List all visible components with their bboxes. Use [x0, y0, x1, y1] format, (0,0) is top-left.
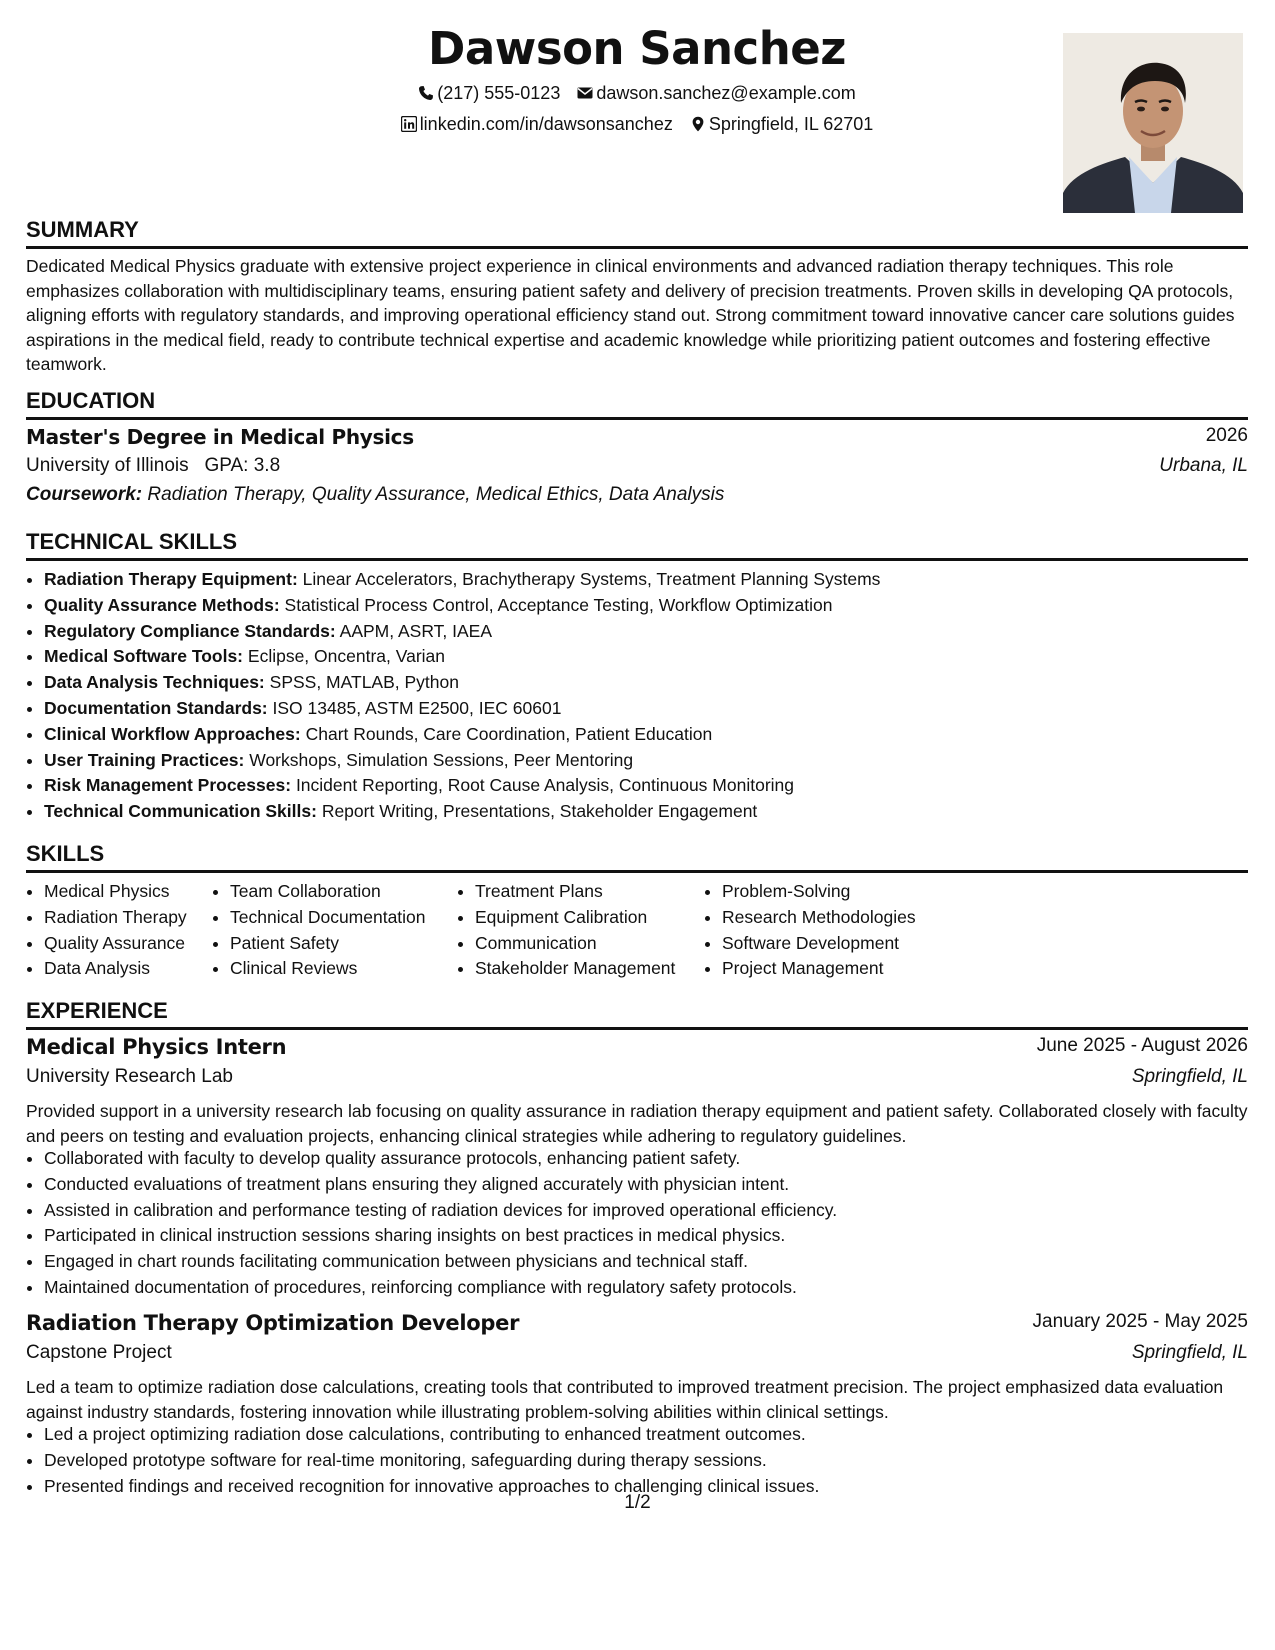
skill-label: User Training Practices: [44, 749, 245, 770]
profile-photo [1063, 33, 1243, 213]
list-item: • Maintained documentation of procedures, reinforcing compliance with regulatory safety protocols. [44, 1275, 1248, 1301]
skill-value: AAPM, ASRT, IAEA [339, 620, 493, 641]
list-item [44, 748, 1248, 774]
list-item [44, 593, 1248, 619]
list-item [44, 696, 1248, 722]
school-location: Urbana, IL [1159, 455, 1248, 476]
education-heading: EDUCATION [26, 387, 1248, 420]
skill-value: Eclipse, Oncentra, Varian [247, 646, 446, 667]
resume-header [26, 22, 1248, 222]
job-location: Springfield, IL [1131, 1066, 1248, 1087]
skill-value: Linear Accelerators, Brachytherapy Systems, Treatment Planning Systems [302, 569, 881, 589]
contact-email[interactable] [577, 81, 855, 105]
skill-value: Statistical Process Control, Acceptance Testing, Workflow Optimization [284, 594, 833, 615]
skill-label: Regulatory Compliance Standards: [44, 620, 336, 641]
job-1-bullets [26, 1146, 1248, 1301]
job-2-org-row [26, 1342, 1248, 1370]
linkedin-text: linkedin.com/in/dawsonsanchez [419, 114, 673, 134]
contact-linkedin[interactable] [401, 112, 673, 136]
page-number: 1/2 [624, 1492, 651, 1513]
contact-phone[interactable] [418, 81, 560, 105]
location-text: Springfield, IL 62701 [708, 114, 874, 134]
list-item: • Assisted in calibration and performance testing of radiation devices for improved operational efficiency. [44, 1198, 1248, 1224]
list-item [44, 567, 1248, 593]
phone-text: (217) 555-0123 [437, 83, 561, 103]
resume-page [26, 0, 1248, 1650]
job-location: Springfield, IL [1131, 1342, 1248, 1363]
graduation-year: 2026 [1205, 425, 1248, 446]
skill-value: Workshops, Simulation Sessions, Peer Mentoring [249, 749, 634, 770]
list-item: • Software Development [722, 931, 916, 957]
skill-value: SPSS, MATLAB, Python [269, 672, 459, 693]
list-item: • Project Management [722, 956, 916, 982]
school-line [26, 455, 280, 477]
degree-name: Master's Degree in Medical Physics [26, 425, 414, 449]
coursework-line [26, 484, 724, 506]
list-item: • Equipment Calibration [475, 905, 675, 931]
list-item: • Research Methodologies [722, 905, 916, 931]
list-item [44, 644, 1248, 670]
list-item: • Team Collaboration [230, 879, 426, 905]
list-item: • Developed prototype software for real-time monitoring, safeguarding during therapy sessions. [44, 1448, 1248, 1474]
skill-value: Report Writing, Presentations, Stakeholder Engagement [321, 801, 758, 822]
list-item: • Presented findings and received recognition for innovative approaches to challenging clinical issues. [44, 1474, 1248, 1500]
skill-label: Data Analysis Techniques: [44, 672, 265, 693]
job-organization: University Research Lab [26, 1066, 233, 1087]
job-title: Medical Physics Intern [26, 1035, 287, 1059]
job-1-description: Provided support in a university research lab focusing on quality assurance in radiation therapy equipment and patient safety. Collaborated closely with faculty and peers on testing and evaluation projects, enhancing clinical strategies while adhering to regulatory guidelines. [26, 1101, 1248, 1146]
list-item: • Quality Assurance [44, 931, 187, 957]
skills-column-2 [212, 879, 426, 982]
job-1-title-row [26, 1035, 1248, 1063]
envelope-icon [577, 85, 593, 101]
summary-text: Dedicated Medical Physics graduate with extensive project experience in clinical environments and advanced radiation therapy techniques. This role emphasizes collaboration with multidisciplinary teams, ensuring patient safety and delivery of precision treatments. Proven skills in developing QA protocols, aligning efforts with regulatory standards, and improving operational efficiency stand out. Strong commitment toward innovative cancer care solutions guides aspirations in the medical field, ready to contribute technical expertise and academic knowledge while prioritizing patient outcomes and fostering effective teamwork. [26, 256, 1235, 374]
list-item [44, 619, 1248, 645]
list-item: • Conducted evaluations of treatment plans ensuring they aligned accurately with physician intent. [44, 1172, 1248, 1198]
list-item: • Technical Documentation [230, 905, 426, 931]
list-item [44, 722, 1248, 748]
list-item: • Clinical Reviews [230, 956, 426, 982]
skills-column-1 [26, 879, 187, 982]
list-item: • Patient Safety [230, 931, 426, 957]
list-item: • Led a project optimizing radiation dose calculations, contributing to enhanced treatment outcomes. [44, 1422, 1248, 1448]
list-item: • Data Analysis [44, 956, 187, 982]
list-item: • Participated in clinical instruction sessions sharing insights on best practices in medical physics. [44, 1223, 1248, 1249]
skill-value: ISO 13485, ASTM E2500, IEC 60601 [272, 697, 562, 718]
job-2-bullets [26, 1422, 1248, 1499]
skill-label: Clinical Workflow Approaches: [44, 723, 301, 744]
skills-grid [26, 879, 1248, 989]
linkedin-icon [401, 116, 417, 132]
skills-column-3 [457, 879, 675, 982]
job-organization: Capstone Project [26, 1342, 172, 1363]
job-title: Radiation Therapy Optimization Developer [26, 1311, 520, 1335]
job-dates: June 2025 - August 2026 [1036, 1035, 1248, 1056]
skill-value: Chart Rounds, Care Coordination, Patient Education [305, 723, 713, 744]
skills-heading: SKILLS [26, 840, 1248, 873]
job-2-description: Led a team to optimize radiation dose calculations, creating tools that contributed to improved treatment precision. The project emphasized data evaluation against industry standards, fostering innovation while illustrating problem-solving abilities within clinical settings. [26, 1377, 1224, 1422]
candidate-name: Dawson Sanchez [428, 22, 846, 75]
list-item: • Problem-Solving [722, 879, 916, 905]
skill-label: Radiation Therapy Equipment: [44, 569, 298, 589]
list-item [44, 773, 1248, 799]
list-item: • Engaged in chart rounds facilitating communication between physicians and technical staff. [44, 1249, 1248, 1275]
technical-skills-list [26, 567, 1248, 825]
experience-heading: EXPERIENCE [26, 997, 1248, 1030]
job-dates: January 2025 - May 2025 [1032, 1311, 1248, 1332]
gpa: GPA: 3.8 [204, 455, 281, 476]
technical-skills-heading: TECHNICAL SKILLS [26, 528, 1248, 561]
skill-value: Incident Reporting, Root Cause Analysis, Continuous Monitoring [295, 775, 794, 796]
skill-label: Technical Communication Skills: [44, 801, 317, 822]
education-row-degree [26, 425, 1248, 453]
summary-heading: SUMMARY [26, 216, 1248, 249]
list-item: • Communication [475, 931, 675, 957]
phone-icon [418, 85, 434, 101]
skill-label: Quality Assurance Methods: [44, 594, 280, 615]
map-pin-icon [690, 116, 706, 132]
coursework-list: Radiation Therapy, Quality Assurance, Medical Ethics, Data Analysis [147, 484, 725, 505]
coursework-label: Coursework: [26, 484, 143, 505]
skill-label: Documentation Standards: [44, 697, 268, 718]
skill-label: Medical Software Tools: [44, 646, 244, 667]
email-text: dawson.sanchez@example.com [596, 83, 856, 103]
skill-label: Risk Management Processes: [44, 775, 292, 796]
job-1-org-row [26, 1066, 1248, 1094]
list-item: • Stakeholder Management [475, 956, 675, 982]
list-item: • Medical Physics [44, 879, 187, 905]
list-item: • Radiation Therapy [44, 905, 187, 931]
list-item: • Treatment Plans [475, 879, 675, 905]
list-item [44, 799, 1248, 825]
contact-location [690, 112, 873, 136]
list-item [44, 670, 1248, 696]
skills-column-4 [704, 879, 916, 982]
education-row-coursework [26, 484, 1248, 512]
job-2-title-row [26, 1311, 1248, 1339]
list-item: • Collaborated with faculty to develop quality assurance protocols, enhancing patient safety. [44, 1146, 1248, 1172]
education-row-school [26, 455, 1248, 483]
school-name: University of Illinois [26, 455, 189, 476]
